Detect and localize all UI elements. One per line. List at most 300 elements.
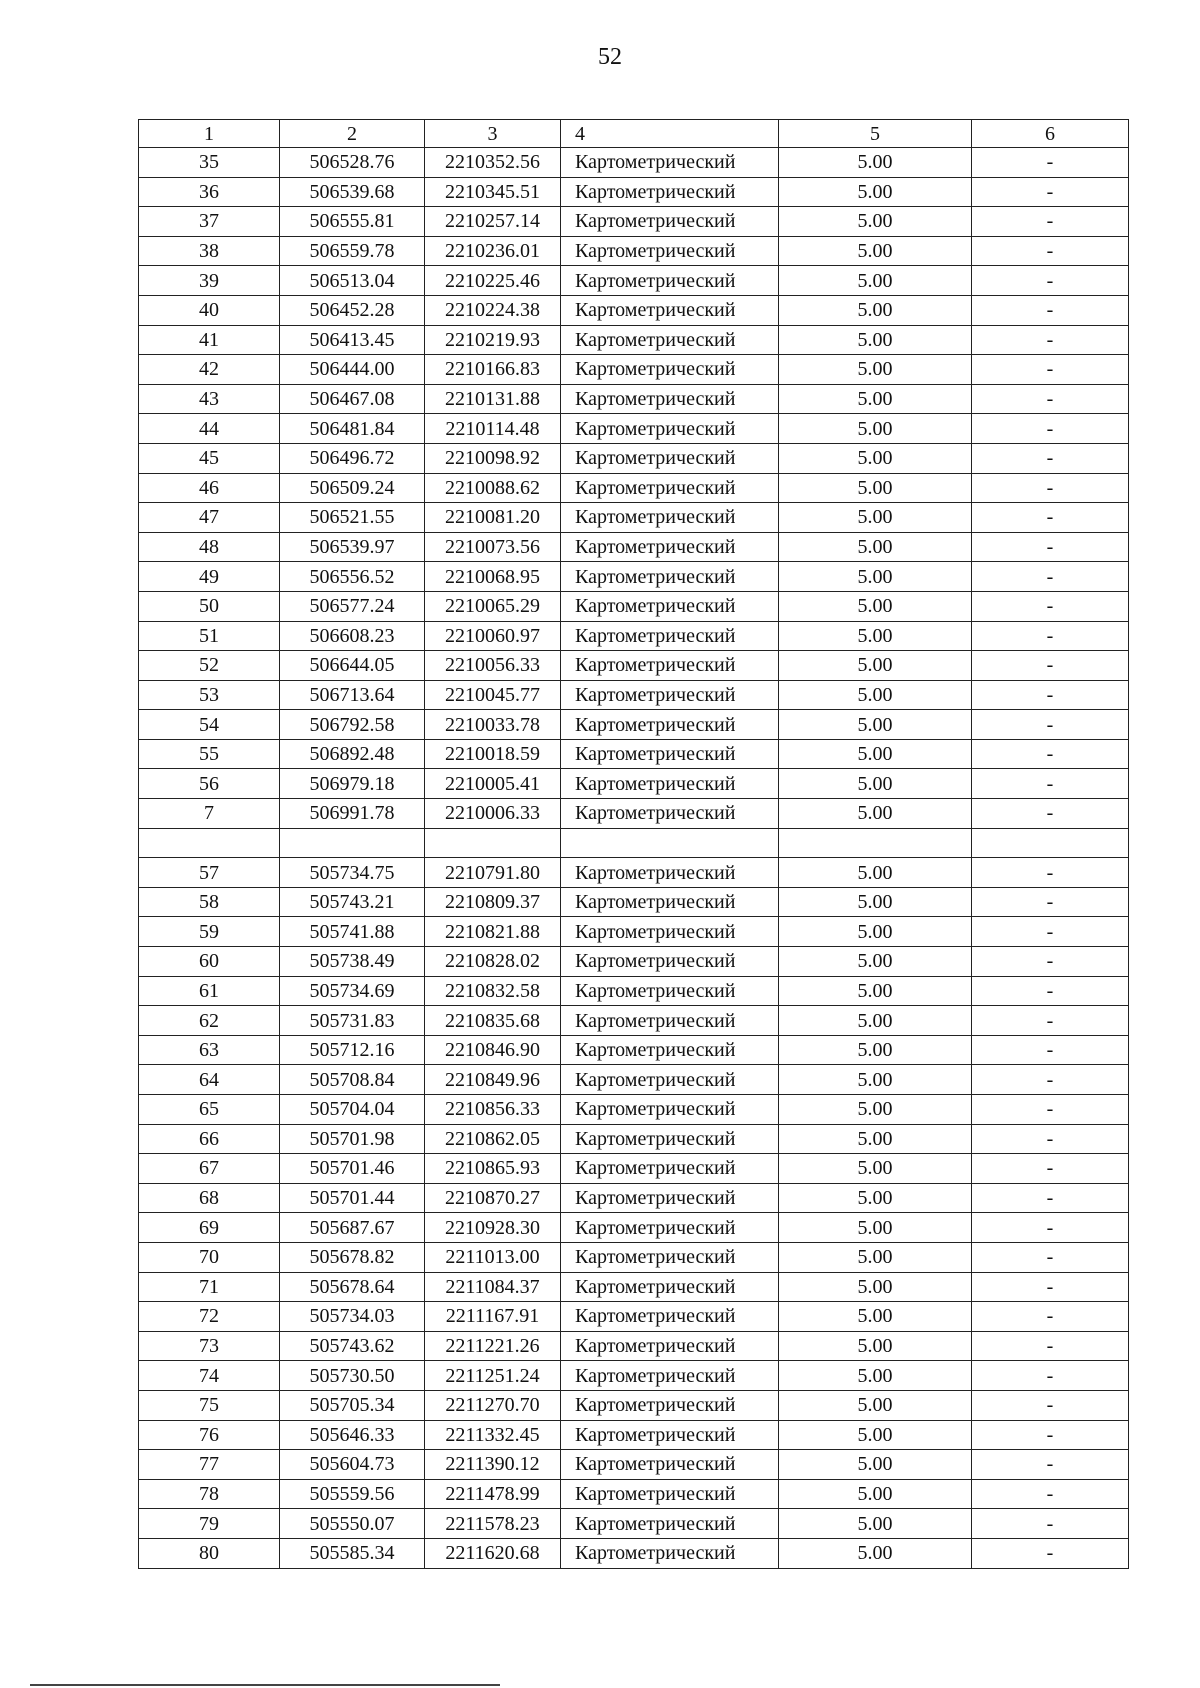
coord-y-cell: 2210224.38 [425,295,561,325]
method-cell: Картометрический [561,473,779,503]
coord-y-cell: 2211251.24 [425,1361,561,1391]
accuracy-cell: 5.00 [779,148,972,178]
accuracy-cell: 5.00 [779,295,972,325]
accuracy-cell: 5.00 [779,473,972,503]
method-cell: Картометрический [561,1331,779,1361]
accuracy-cell: 5.00 [779,414,972,444]
coord-x-cell: 506513.04 [280,266,425,296]
table-row [139,1035,1129,1065]
table-row [139,947,1129,977]
table-row [139,207,1129,237]
coord-y-cell: 2211013.00 [425,1242,561,1272]
table-row [139,1095,1129,1125]
coord-y-cell: 2210862.05 [425,1124,561,1154]
method-cell: Картометрический [561,562,779,592]
point-number-cell: 52 [139,651,280,681]
coord-y-cell: 2210832.58 [425,976,561,1006]
page-number: 52 [598,44,622,70]
point-number-cell: 55 [139,739,280,769]
point-number-cell: 72 [139,1302,280,1332]
coord-y-cell: 2211620.68 [425,1538,561,1568]
coord-x-cell: 505734.69 [280,976,425,1006]
point-number-cell: 59 [139,917,280,947]
coord-y-cell: 2211332.45 [425,1420,561,1450]
point-number-cell: 58 [139,887,280,917]
note-cell: - [972,710,1129,740]
coord-x-cell: 506444.00 [280,355,425,385]
coord-y-cell: 2210068.95 [425,562,561,592]
coord-x-cell: 506496.72 [280,443,425,473]
accuracy-cell: 5.00 [779,739,972,769]
coord-y-cell: 2211390.12 [425,1450,561,1480]
empty-cell [972,828,1129,858]
coord-y-cell: 2210849.96 [425,1065,561,1095]
coord-x-cell: 506991.78 [280,799,425,829]
table-row [139,1242,1129,1272]
point-number-cell: 63 [139,1035,280,1065]
accuracy-cell: 5.00 [779,1302,972,1332]
note-cell: - [972,1390,1129,1420]
table-row [139,1183,1129,1213]
accuracy-cell: 5.00 [779,1479,972,1509]
table-row [139,651,1129,681]
note-cell: - [972,1272,1129,1302]
point-number-cell: 53 [139,680,280,710]
table-row [139,266,1129,296]
table-body [139,120,1129,1569]
method-cell: Картометрический [561,680,779,710]
point-number-cell: 78 [139,1479,280,1509]
method-cell: Картометрический [561,177,779,207]
coord-y-cell: 2210006.33 [425,799,561,829]
point-number-cell: 42 [139,355,280,385]
accuracy-cell: 5.00 [779,1006,972,1036]
table-row [139,1450,1129,1480]
header-cell: 4 [561,120,779,148]
point-number-cell: 48 [139,532,280,562]
coord-y-cell: 2210809.37 [425,887,561,917]
table-row [139,148,1129,178]
table-row [139,858,1129,888]
method-cell: Картометрический [561,414,779,444]
coord-y-cell: 2210131.88 [425,384,561,414]
point-number-cell: 65 [139,1095,280,1125]
point-number-cell: 61 [139,976,280,1006]
method-cell: Картометрический [561,1450,779,1480]
note-cell: - [972,503,1129,533]
point-number-cell: 40 [139,295,280,325]
point-number-cell: 70 [139,1242,280,1272]
point-number-cell: 46 [139,473,280,503]
table-row [139,1124,1129,1154]
coord-x-cell: 505646.33 [280,1420,425,1450]
note-cell: - [972,236,1129,266]
point-number-cell: 39 [139,266,280,296]
method-cell: Картометрический [561,236,779,266]
note-cell: - [972,1302,1129,1332]
coord-y-cell: 2210073.56 [425,532,561,562]
point-number-cell: 49 [139,562,280,592]
coord-x-cell: 505701.46 [280,1154,425,1184]
method-cell: Картометрический [561,1420,779,1450]
accuracy-cell: 5.00 [779,799,972,829]
coord-y-cell: 2210865.93 [425,1154,561,1184]
coord-x-cell: 506413.45 [280,325,425,355]
accuracy-cell: 5.00 [779,1272,972,1302]
table-row [139,1006,1129,1036]
coord-x-cell: 505604.73 [280,1450,425,1480]
method-cell: Картометрический [561,1390,779,1420]
point-number-cell: 41 [139,325,280,355]
table-row [139,414,1129,444]
coord-x-cell: 505559.56 [280,1479,425,1509]
coord-x-cell: 505741.88 [280,917,425,947]
method-cell: Картометрический [561,1035,779,1065]
coord-x-cell: 505743.62 [280,1331,425,1361]
coord-x-cell: 506555.81 [280,207,425,237]
point-number-cell: 56 [139,769,280,799]
coord-y-cell: 2210045.77 [425,680,561,710]
note-cell: - [972,1242,1129,1272]
method-cell: Картометрический [561,887,779,917]
method-cell: Картометрический [561,947,779,977]
accuracy-cell: 5.00 [779,1509,972,1539]
coord-x-cell: 506608.23 [280,621,425,651]
method-cell: Картометрический [561,1154,779,1184]
coord-x-cell: 505743.21 [280,887,425,917]
point-number-cell: 77 [139,1450,280,1480]
method-cell: Картометрический [561,295,779,325]
table-row [139,1509,1129,1539]
note-cell: - [972,414,1129,444]
note-cell: - [972,976,1129,1006]
table-row [139,325,1129,355]
point-number-cell: 36 [139,177,280,207]
point-number-cell: 80 [139,1538,280,1568]
point-number-cell: 76 [139,1420,280,1450]
method-cell: Картометрический [561,325,779,355]
table-row [139,1272,1129,1302]
accuracy-cell: 5.00 [779,1183,972,1213]
method-cell: Картометрический [561,739,779,769]
coord-x-cell: 506521.55 [280,503,425,533]
method-cell: Картометрический [561,1538,779,1568]
coord-x-cell: 506792.58 [280,710,425,740]
note-cell: - [972,651,1129,681]
table-row [139,1331,1129,1361]
table-row [139,710,1129,740]
note-cell: - [972,1479,1129,1509]
coord-x-cell: 505734.75 [280,858,425,888]
table-row [139,532,1129,562]
coord-y-cell: 2210928.30 [425,1213,561,1243]
coord-x-cell: 505678.82 [280,1242,425,1272]
coord-y-cell: 2210033.78 [425,710,561,740]
note-cell: - [972,473,1129,503]
accuracy-cell: 5.00 [779,976,972,1006]
note-cell: - [972,355,1129,385]
accuracy-cell: 5.00 [779,562,972,592]
coord-x-cell: 506577.24 [280,591,425,621]
coord-y-cell: 2210166.83 [425,355,561,385]
accuracy-cell: 5.00 [779,1390,972,1420]
table-row [139,295,1129,325]
accuracy-cell: 5.00 [779,1538,972,1568]
coord-y-cell: 2210098.92 [425,443,561,473]
coord-x-cell: 506539.97 [280,532,425,562]
coord-x-cell: 506556.52 [280,562,425,592]
accuracy-cell: 5.00 [779,236,972,266]
coord-x-cell: 505712.16 [280,1035,425,1065]
coord-x-cell: 505678.64 [280,1272,425,1302]
header-cell: 1 [139,120,280,148]
note-cell: - [972,1006,1129,1036]
note-cell: - [972,680,1129,710]
point-number-cell: 57 [139,858,280,888]
method-cell: Картометрический [561,591,779,621]
point-number-cell: 35 [139,148,280,178]
coord-y-cell: 2210791.80 [425,858,561,888]
note-cell: - [972,739,1129,769]
note-cell: - [972,1154,1129,1184]
coord-y-cell: 2210219.93 [425,325,561,355]
coord-x-cell: 505730.50 [280,1361,425,1391]
method-cell: Картометрический [561,1242,779,1272]
coord-y-cell: 2210821.88 [425,917,561,947]
point-number-cell: 62 [139,1006,280,1036]
note-cell: - [972,947,1129,977]
table-row [139,887,1129,917]
header-cell: 5 [779,120,972,148]
empty-cell [425,828,561,858]
header-row [139,120,1129,148]
method-cell: Картометрический [561,266,779,296]
coord-y-cell: 2210225.46 [425,266,561,296]
accuracy-cell: 5.00 [779,1124,972,1154]
header-cell: 2 [280,120,425,148]
table-row [139,1154,1129,1184]
coord-x-cell: 505701.98 [280,1124,425,1154]
coord-y-cell: 2211221.26 [425,1331,561,1361]
point-number-cell: 51 [139,621,280,651]
coord-y-cell: 2210081.20 [425,503,561,533]
note-cell: - [972,1183,1129,1213]
empty-cell [139,828,280,858]
table-row [139,473,1129,503]
table-row [139,443,1129,473]
coord-x-cell: 506713.64 [280,680,425,710]
point-number-cell: 43 [139,384,280,414]
table-row [139,355,1129,385]
point-number-cell: 47 [139,503,280,533]
method-cell: Картометрический [561,532,779,562]
accuracy-cell: 5.00 [779,1095,972,1125]
accuracy-cell: 5.00 [779,355,972,385]
note-cell: - [972,591,1129,621]
table-row [139,384,1129,414]
point-number-cell: 74 [139,1361,280,1391]
method-cell: Картометрический [561,503,779,533]
bottom-divider [30,1684,500,1686]
coord-y-cell: 2211270.70 [425,1390,561,1420]
table-row [139,917,1129,947]
method-cell: Картометрический [561,858,779,888]
table-row [139,1213,1129,1243]
coord-y-cell: 2210065.29 [425,591,561,621]
accuracy-cell: 5.00 [779,1213,972,1243]
point-number-cell: 50 [139,591,280,621]
coord-y-cell: 2210835.68 [425,1006,561,1036]
coord-y-cell: 2211478.99 [425,1479,561,1509]
note-cell: - [972,562,1129,592]
accuracy-cell: 5.00 [779,591,972,621]
table-row [139,503,1129,533]
table-row [139,1302,1129,1332]
note-cell: - [972,1095,1129,1125]
coord-x-cell: 505585.34 [280,1538,425,1568]
coord-x-cell: 506979.18 [280,769,425,799]
accuracy-cell: 5.00 [779,443,972,473]
accuracy-cell: 5.00 [779,1361,972,1391]
accuracy-cell: 5.00 [779,384,972,414]
coord-y-cell: 2211084.37 [425,1272,561,1302]
note-cell: - [972,443,1129,473]
accuracy-cell: 5.00 [779,325,972,355]
coord-x-cell: 505731.83 [280,1006,425,1036]
coord-x-cell: 505738.49 [280,947,425,977]
accuracy-cell: 5.00 [779,769,972,799]
point-number-cell: 71 [139,1272,280,1302]
method-cell: Картометрический [561,1065,779,1095]
point-number-cell: 7 [139,799,280,829]
coord-y-cell: 2211167.91 [425,1302,561,1332]
table-row [139,621,1129,651]
accuracy-cell: 5.00 [779,621,972,651]
method-cell: Картометрический [561,1272,779,1302]
coord-y-cell: 2210005.41 [425,769,561,799]
method-cell: Картометрический [561,148,779,178]
note-cell: - [972,917,1129,947]
accuracy-cell: 5.00 [779,680,972,710]
note-cell: - [972,1213,1129,1243]
coordinates-table [138,119,1129,1569]
coord-x-cell: 505734.03 [280,1302,425,1332]
method-cell: Картометрический [561,1006,779,1036]
coord-y-cell: 2210856.33 [425,1095,561,1125]
method-cell: Картометрический [561,1095,779,1125]
accuracy-cell: 5.00 [779,1420,972,1450]
note-cell: - [972,1538,1129,1568]
coord-y-cell: 2210828.02 [425,947,561,977]
method-cell: Картометрический [561,1302,779,1332]
method-cell: Картометрический [561,1479,779,1509]
note-cell: - [972,1035,1129,1065]
blank-separator-row [139,828,1129,858]
note-cell: - [972,1361,1129,1391]
accuracy-cell: 5.00 [779,1331,972,1361]
coord-x-cell: 505687.67 [280,1213,425,1243]
note-cell: - [972,207,1129,237]
coord-x-cell: 506509.24 [280,473,425,503]
method-cell: Картометрический [561,1124,779,1154]
note-cell: - [972,325,1129,355]
method-cell: Картометрический [561,651,779,681]
accuracy-cell: 5.00 [779,1242,972,1272]
accuracy-cell: 5.00 [779,503,972,533]
method-cell: Картометрический [561,976,779,1006]
method-cell: Картометрический [561,710,779,740]
table-row [139,236,1129,266]
empty-cell [561,828,779,858]
point-number-cell: 37 [139,207,280,237]
coord-x-cell: 506559.78 [280,236,425,266]
note-cell: - [972,1509,1129,1539]
empty-cell [779,828,972,858]
point-number-cell: 68 [139,1183,280,1213]
note-cell: - [972,799,1129,829]
accuracy-cell: 5.00 [779,1154,972,1184]
table-row [139,1390,1129,1420]
note-cell: - [972,769,1129,799]
coord-x-cell: 505705.34 [280,1390,425,1420]
point-number-cell: 44 [139,414,280,444]
accuracy-cell: 5.00 [779,266,972,296]
coord-x-cell: 506481.84 [280,414,425,444]
coord-y-cell: 2210018.59 [425,739,561,769]
note-cell: - [972,1331,1129,1361]
coord-y-cell: 2210088.62 [425,473,561,503]
point-number-cell: 54 [139,710,280,740]
note-cell: - [972,887,1129,917]
accuracy-cell: 5.00 [779,858,972,888]
note-cell: - [972,858,1129,888]
coord-y-cell: 2210846.90 [425,1035,561,1065]
note-cell: - [972,621,1129,651]
accuracy-cell: 5.00 [779,947,972,977]
table-row [139,799,1129,829]
accuracy-cell: 5.00 [779,917,972,947]
point-number-cell: 75 [139,1390,280,1420]
accuracy-cell: 5.00 [779,1450,972,1480]
point-number-cell: 69 [139,1213,280,1243]
accuracy-cell: 5.00 [779,207,972,237]
table-row [139,177,1129,207]
coord-x-cell: 506528.76 [280,148,425,178]
note-cell: - [972,266,1129,296]
accuracy-cell: 5.00 [779,177,972,207]
coord-x-cell: 506644.05 [280,651,425,681]
table-row [139,591,1129,621]
note-cell: - [972,148,1129,178]
point-number-cell: 67 [139,1154,280,1184]
method-cell: Картометрический [561,443,779,473]
note-cell: - [972,1124,1129,1154]
method-cell: Картометрический [561,207,779,237]
method-cell: Картометрический [561,799,779,829]
table-row [139,562,1129,592]
note-cell: - [972,295,1129,325]
method-cell: Картометрический [561,1361,779,1391]
method-cell: Картометрический [561,384,779,414]
note-cell: - [972,1065,1129,1095]
coord-y-cell: 2210060.97 [425,621,561,651]
table-row [139,1361,1129,1391]
point-number-cell: 66 [139,1124,280,1154]
table-row [139,1479,1129,1509]
accuracy-cell: 5.00 [779,710,972,740]
table-row [139,976,1129,1006]
coord-x-cell: 505701.44 [280,1183,425,1213]
